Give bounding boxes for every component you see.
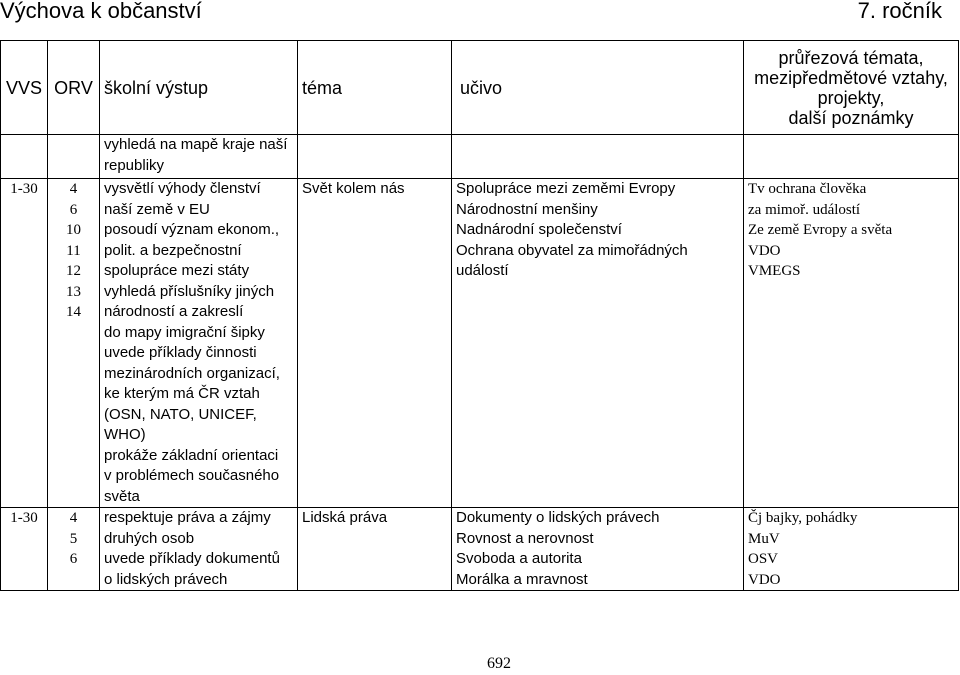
vystup-cell: vysvětlí výhody členství naší země v EU posoudí význam ekonom., polit. a bezpečnostní spolupráce mezi státy vyhledá příslušníky jiných národností a zakreslí do mapy imigrační šipky uvede příklady činnosti mezinárodních organizací, ke kterým má ČR vztah (OSN, NATO, UNICEF, WHO) prokáže základní orientaci v problémech současného světa <box>100 179 298 508</box>
ucivo-cell: Spolupráce mezi zeměmi Evropy Národnostní menšiny Nadnárodní společenství Ochrana obyvatel za mimořádných událostí <box>452 179 744 508</box>
ucivo-cell: Dokumenty o lidských právech Rovnost a nerovnost Svoboda a autorita Morálka a mravnost <box>452 508 744 591</box>
prurez-cell: Čj bajky, pohádky MuV OSV VDO <box>744 508 959 591</box>
page-number: 692 <box>487 655 511 672</box>
tema-cell: Svět kolem nás <box>298 179 452 508</box>
vystup-cell: vyhledá na mapě kraje naší republiky <box>100 135 298 179</box>
table-row <box>1 179 959 508</box>
vvs-cell: 1-30 <box>1 179 48 508</box>
grade-title: 7. ročník <box>857 0 942 23</box>
vystup-cell: respektuje práva a zájmy druhých osob uvede příklady dokumentů o lidských právech <box>100 508 298 591</box>
col-ucivo: učivo <box>452 41 744 135</box>
table-row <box>1 508 959 591</box>
orv-cell: 4 5 6 <box>48 508 100 591</box>
vvs-cell: 1-30 <box>1 508 48 591</box>
prurez-cell: Tv ochrana člověka za mimoř. událostí Ze země Evropy a světa VDO VMEGS <box>744 179 959 508</box>
table-row <box>1 135 959 179</box>
col-vvs: VVS <box>1 41 48 135</box>
subject-title: Výchova k občanství <box>0 0 202 23</box>
header-row <box>1 41 959 135</box>
orv-cell: 4 6 10 11 12 13 14 <box>48 179 100 508</box>
col-prurez: průřezová témata, mezipředmětové vztahy, projekty, další poznámky <box>744 41 959 135</box>
curriculum-table <box>0 40 959 591</box>
col-tema: téma <box>298 41 452 135</box>
col-orv: ORV <box>48 41 100 135</box>
col-vystup: školní výstup <box>100 41 298 135</box>
tema-cell: Lidská práva <box>298 508 452 591</box>
